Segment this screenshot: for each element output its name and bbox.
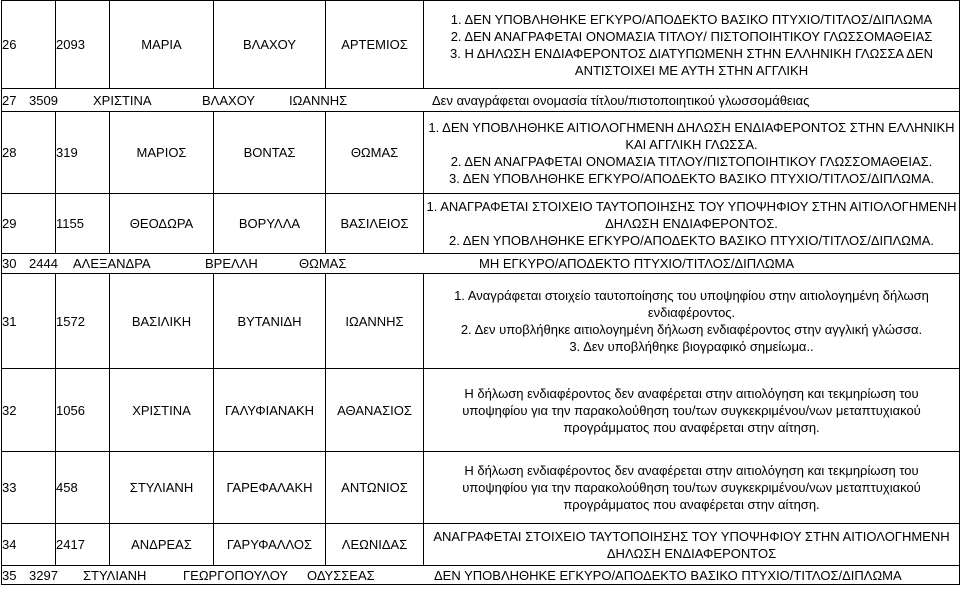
application-id: 2417 bbox=[56, 524, 110, 566]
table-row bbox=[2, 369, 960, 452]
last-name: ΓΑΡΥΦΑΛΛΟΣ bbox=[214, 524, 326, 566]
last-name: ΒΛΑΧΟΥ bbox=[214, 1, 326, 89]
row-number: 31 bbox=[2, 274, 56, 369]
table-row bbox=[2, 452, 960, 524]
father-name: ΑΝΤΩΝΙΟΣ bbox=[326, 452, 424, 524]
application-id: 3297 bbox=[29, 567, 58, 583]
table-row bbox=[2, 254, 960, 274]
father-name: ΘΩΜΑΣ bbox=[326, 112, 424, 194]
rejection-reason: ΔΕΝ ΥΠΟΒΛΗΘΗΚΕ ΕΓΚΥΡΟ/ΑΠΟΔΕΚΤΟ ΒΑΣΙΚΟ ΠΤΥΧΙΟ/ΤΙΤΛΟΣ/ΔΙΠΛΩΜΑ bbox=[434, 567, 902, 583]
reason-line: 2. Δεν υποβλήθηκε αιτιολογημένη δήλωση ενδιαφέροντος στην αγγλική γλώσσα. bbox=[460, 322, 923, 337]
reason-line: ΑΝΑΓΡΑΦΕΤΑΙ ΣΤΟΙΧΕΙΟ ΤΑΥΤΟΠΟΙΗΣΗΣ ΤΟΥ ΥΠΟΨΗΦΙΟΥ ΣΤΗΝ ΑΙΤΙΟΛΟΓΗΜΕΝΗ bbox=[433, 528, 950, 544]
merged-row bbox=[2, 89, 960, 112]
reason-line: 3. Η ΔΗΛΩΣΗ ΕΝΔΙΑΦΕΡΟΝΤΟΣ ΔΙΑΤΥΠΩΜΕΝΗ ΣΤΗΝ ΕΛΛΗΝΙΚΗ ΓΛΩΣΣΑ ΔΕΝ bbox=[450, 45, 933, 61]
row-number: 29 bbox=[2, 194, 56, 254]
father-name: ΙΩΑΝΝΗΣ bbox=[289, 92, 348, 108]
application-id: 319 bbox=[56, 112, 110, 194]
rejection-reason bbox=[424, 452, 960, 524]
table-row bbox=[2, 194, 960, 254]
last-name: ΒΟΡΥΛΛΑ bbox=[214, 194, 326, 254]
father-name: ΑΡΤΕΜΙΟΣ bbox=[326, 1, 424, 89]
father-name: ΙΩΑΝΝΗΣ bbox=[326, 274, 424, 369]
application-id: 458 bbox=[56, 452, 110, 524]
rejection-reason bbox=[424, 369, 960, 452]
first-name: ΜΑΡΙΑ bbox=[110, 1, 214, 89]
application-id: 1056 bbox=[56, 369, 110, 452]
table-row bbox=[2, 112, 960, 194]
rejection-reason bbox=[424, 194, 960, 254]
reason-line: 1. Αναγράφεται στοιχείο ταυτοποίησης του υποψηφίου στην αιτιολογημένη δήλωση bbox=[454, 288, 929, 303]
father-name: ΘΩΜΑΣ bbox=[299, 256, 347, 271]
rejection-reason bbox=[424, 1, 960, 89]
reason-line: 1. ΑΝΑΓΡΑΦΕΤΑΙ ΣΤΟΙΧΕΙΟ ΤΑΥΤΟΠΟΙΗΣΗΣ ΤΟΥ ΥΠΟΨΗΦΙΟΥ ΣΤΗΝ ΑΙΤΙΟΛΟΓΗΜΕΝΗ bbox=[426, 199, 957, 214]
reason-line: ΔΗΛΩΣΗ ΕΝΔΙΑΦΕΡΟΝΤΟΣ. bbox=[605, 216, 778, 231]
reason-line: ΚΑΙ ΑΓΓΛΙΚΗ ΓΛΩΣΣΑ. bbox=[625, 136, 758, 152]
father-name: ΑΘΑΝΑΣΙΟΣ bbox=[326, 369, 424, 452]
father-name: ΒΑΣΙΛΕΙΟΣ bbox=[326, 194, 424, 254]
last-name: ΒΛΑΧΟΥ bbox=[202, 92, 256, 108]
reason-line: 2. ΔΕΝ ΑΝΑΓΡΑΦΕΤΑΙ ΟΝΟΜΑΣΙΑ ΤΙΤΛΟΥ/ ΠΙΣΤΟΠΟΙΗΤΙΚΟΥ ΓΛΩΣΣΟΜΑΘΕΙΑΣ bbox=[450, 28, 933, 44]
application-id: 3509 bbox=[29, 92, 58, 108]
merged-row bbox=[2, 254, 960, 274]
first-name: ΑΛΕΞΑΝΔΡΑ bbox=[73, 256, 151, 271]
reason-line: υποψηφίου για την παρακολούθηση του/των συγκεκριμένου/νων μεταπτυχιακού bbox=[462, 480, 921, 495]
reason-line: 1. ΔΕΝ ΥΠΟΒΛΗΘΗΚΕ ΑΙΤΙΟΛΟΓΗΜΕΝΗ ΔΗΛΩΣΗ ΕΝΔΙΑΦΕΡΟΝΤΟΣ ΣΤΗΝ ΕΛΛΗΝΙΚΗ bbox=[428, 119, 955, 135]
reason-line: 1. ΔΕΝ ΥΠΟΒΛΗΘΗΚΕ ΕΓΚΥΡΟ/ΑΠΟΔΕΚΤΟ ΒΑΣΙΚΟ ΠΤΥΧΙΟ/ΤΙΤΛΟΣ/ΔΙΠΛΩΜΑ bbox=[450, 11, 933, 27]
first-name: ΒΑΣΙΛΙΚΗ bbox=[110, 274, 214, 369]
reason-line: 3. Δεν υποβλήθηκε βιογραφικό σημείωμα.. bbox=[569, 339, 814, 354]
reason-line: ενδιαφέροντος. bbox=[647, 305, 736, 320]
rejection-reason bbox=[424, 112, 960, 194]
row-number: 35 bbox=[2, 567, 17, 583]
first-name: ΣΤΥΛΙΑΝΗ bbox=[83, 567, 147, 583]
reason-line: ΔΗΛΩΣΗ ΕΝΔΙΑΦΕΡΟΝΤΟΣ bbox=[606, 545, 777, 561]
table-row bbox=[2, 524, 960, 566]
last-name: ΓΑΡΕΦΑΛΑΚΗ bbox=[214, 452, 326, 524]
first-name: ΑΝΔΡΕΑΣ bbox=[110, 524, 214, 566]
row-number: 32 bbox=[2, 369, 56, 452]
reason-line: Η δήλωση ενδιαφέροντος δεν αναφέρεται στην αιτιολόγηση και τεκμηρίωση του bbox=[464, 385, 919, 401]
merged-row bbox=[2, 566, 960, 585]
application-id: 1155 bbox=[56, 194, 110, 254]
father-name: ΟΔΥΣΣΕΑΣ bbox=[307, 567, 375, 583]
row-number: 26 bbox=[2, 1, 56, 89]
last-name: ΒΥΤΑΝΙΔΗ bbox=[214, 274, 326, 369]
rejection-reason: Δεν αναγράφεται ονομασία τίτλου/πιστοποιητικού γλωσσομάθειας bbox=[432, 92, 810, 108]
reason-line: προγράμματος που αναφέρεται στην αίτηση. bbox=[563, 497, 820, 512]
row-number: 28 bbox=[2, 112, 56, 194]
reason-line: 2. ΔΕΝ ΑΝΑΓΡΑΦΕΤΑΙ ΟΝΟΜΑΣΙΑ ΤΙΤΛΟΥ/ΠΙΣΤΟΠΟΙΗΤΙΚΟΥ ΓΛΩΣΣΟΜΑΘΕΙΑΣ. bbox=[450, 153, 933, 169]
rejection-reason bbox=[424, 274, 960, 369]
reason-line: υποψηφίου για την παρακολούθηση του/των συγκεκριμένου/νων μεταπτυχιακού bbox=[462, 402, 921, 418]
reason-line: Η δήλωση ενδιαφέροντος δεν αναφέρεται στην αιτιολόγηση και τεκμηρίωση του bbox=[464, 463, 919, 478]
table-row bbox=[2, 274, 960, 369]
reason-line: 3. ΔΕΝ ΥΠΟΒΛΗΘΗΚΕ ΕΓΚΥΡΟ/ΑΠΟΔΕΚΤΟ ΒΑΣΙΚΟ ΠΤΥΧΙΟ/ΤΙΤΛΟΣ/ΔΙΠΛΩΜΑ. bbox=[448, 170, 935, 186]
father-name: ΛΕΩΝΙΔΑΣ bbox=[326, 524, 424, 566]
reason-line: ΑΝΤΙΣΤΟΙΧΕΙ ΜΕ ΑΥΤΗ ΣΤΗΝ ΑΓΓΛΙΚΗ bbox=[574, 62, 809, 78]
last-name: ΒΟΝΤΑΣ bbox=[214, 112, 326, 194]
first-name: ΧΡΙΣΤΙΝΑ bbox=[93, 92, 152, 108]
table-row bbox=[2, 566, 960, 585]
table-row bbox=[2, 89, 960, 112]
application-id: 2444 bbox=[29, 256, 58, 271]
first-name: ΘΕΟΔΩΡΑ bbox=[110, 194, 214, 254]
first-name: ΧΡΙΣΤΙΝΑ bbox=[110, 369, 214, 452]
reason-line: 2. ΔΕΝ ΥΠΟΒΛΗΘΗΚΕ ΕΓΚΥΡΟ/ΑΠΟΔΕΚΤΟ ΒΑΣΙΚΟ ΠΤΥΧΙΟ/ΤΙΤΛΟΣ/ΔΙΠΛΩΜΑ. bbox=[448, 233, 935, 248]
last-name: ΓΑΛΥΦΙΑΝΑΚΗ bbox=[214, 369, 326, 452]
table-row bbox=[2, 1, 960, 89]
row-number: 30 bbox=[2, 256, 17, 271]
row-number: 27 bbox=[2, 92, 17, 108]
application-id: 1572 bbox=[56, 274, 110, 369]
rejection-reason bbox=[424, 524, 960, 566]
last-name: ΓΕΩΡΓΟΠΟΥΛΟΥ bbox=[183, 567, 289, 583]
row-number: 33 bbox=[2, 452, 56, 524]
reason-line: προγράμματος που αναφέρεται στην αίτηση. bbox=[563, 419, 820, 435]
application-id: 2093 bbox=[56, 1, 110, 89]
rejection-reason: ΜΗ ΕΓΚΥΡΟ/ΑΠΟΔΕΚΤΟ ΠΤΥΧΙΟ/ΤΙΤΛΟΣ/ΔΙΠΛΩΜΑ bbox=[479, 256, 795, 271]
first-name: ΜΑΡΙΟΣ bbox=[110, 112, 214, 194]
row-number: 34 bbox=[2, 524, 56, 566]
last-name: ΒΡΕΛΛΗ bbox=[205, 256, 258, 271]
rejected-applicants-table bbox=[1, 0, 960, 585]
first-name: ΣΤΥΛΙΑΝΗ bbox=[110, 452, 214, 524]
